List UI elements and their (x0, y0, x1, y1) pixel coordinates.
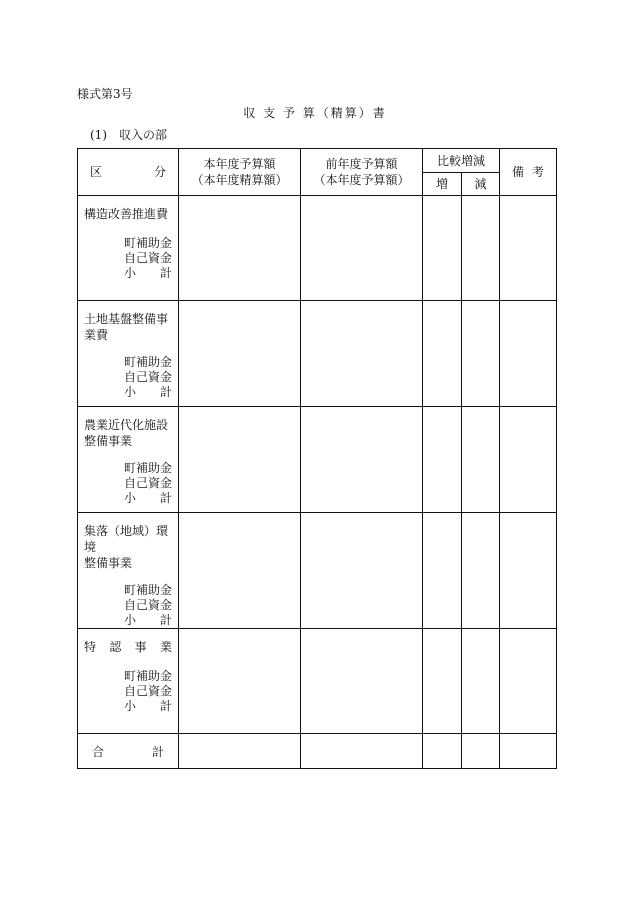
header-current-budget: 本年度予算額 （本年度精算額） (179, 149, 301, 196)
cell-increase (423, 407, 462, 513)
category-cell (78, 629, 179, 734)
cell-decrease (462, 513, 500, 629)
item-subsidy: 町補助金 (123, 583, 172, 597)
category-name-cont: 業費 (84, 328, 109, 342)
total-label-cell: 合 計 (78, 734, 179, 769)
category-cell (78, 407, 179, 513)
cell-decrease (462, 301, 500, 407)
item-subtotal: 小 計 (124, 266, 172, 280)
cell-increase (423, 734, 462, 769)
cell-increase (423, 629, 462, 734)
table-row (78, 629, 557, 734)
category-name: 特 認 事 業 (84, 640, 172, 654)
header-remarks: 備 考 (500, 149, 557, 196)
item-subsidy: 町補助金 (123, 461, 172, 475)
category-name: 構造改善推進費 (84, 207, 169, 221)
item-subtotal: 小 計 (124, 699, 172, 713)
header-decrease: 減 (462, 173, 500, 196)
item-subsidy: 町補助金 (123, 669, 172, 683)
cell-previous (301, 301, 423, 407)
cell-current (179, 407, 301, 513)
item-own-funds: 自己資金 (123, 476, 172, 490)
item-subsidy: 町補助金 (123, 236, 172, 250)
table-row (78, 513, 557, 629)
cell-current (179, 734, 301, 769)
category-cell (78, 513, 179, 629)
cell-current (179, 629, 301, 734)
cell-increase (423, 301, 462, 407)
cell-decrease (462, 734, 500, 769)
category-name: 土地基盤整備事 (84, 312, 169, 326)
cell-decrease (462, 407, 500, 513)
item-own-funds: 自己資金 (123, 370, 172, 384)
cell-previous (301, 629, 423, 734)
cell-previous (301, 734, 423, 769)
cell-remarks (500, 301, 557, 407)
table-row (78, 301, 557, 407)
cell-remarks (500, 513, 557, 629)
category-cell (78, 196, 179, 301)
item-subsidy: 町補助金 (123, 355, 172, 369)
table-row (78, 407, 557, 513)
item-subtotal: 小 計 (124, 385, 172, 399)
cell-increase (423, 513, 462, 629)
item-own-funds: 自己資金 (123, 598, 172, 612)
cell-remarks (500, 734, 557, 769)
item-own-funds: 自己資金 (123, 684, 172, 698)
cell-previous (301, 196, 423, 301)
category-name-cont: 整備事業 (84, 556, 133, 570)
cell-previous (301, 513, 423, 629)
item-subtotal: 小 計 (124, 491, 172, 505)
header-previous-budget: 前年度予算額 （本年度予算額） (301, 149, 423, 196)
category-name: 集落（地域）環境 (84, 524, 169, 554)
budget-table (77, 148, 557, 769)
cell-remarks (500, 407, 557, 513)
table-row (78, 196, 557, 301)
category-name: 農業近代化施設 (84, 418, 169, 432)
category-cell (78, 301, 179, 407)
cell-current (179, 513, 301, 629)
cell-current (179, 301, 301, 407)
cell-decrease (462, 629, 500, 734)
cell-increase (423, 196, 462, 301)
total-row (78, 734, 557, 769)
section-heading: (1) 収入の部 (90, 128, 167, 142)
category-name-cont: 整備事業 (84, 434, 133, 448)
item-own-funds: 自己資金 (123, 251, 172, 265)
form-number: 様式第3号 (77, 87, 133, 101)
cell-remarks (500, 196, 557, 301)
header-comparison: 比較増減 (423, 149, 500, 173)
document-title: 収 支 予 算（精算）書 (243, 106, 387, 120)
cell-decrease (462, 196, 500, 301)
cell-remarks (500, 629, 557, 734)
header-increase: 増 (423, 173, 462, 196)
cell-current (179, 196, 301, 301)
header-category: 区 分 (78, 149, 179, 196)
item-subtotal: 小 計 (124, 613, 172, 627)
cell-previous (301, 407, 423, 513)
